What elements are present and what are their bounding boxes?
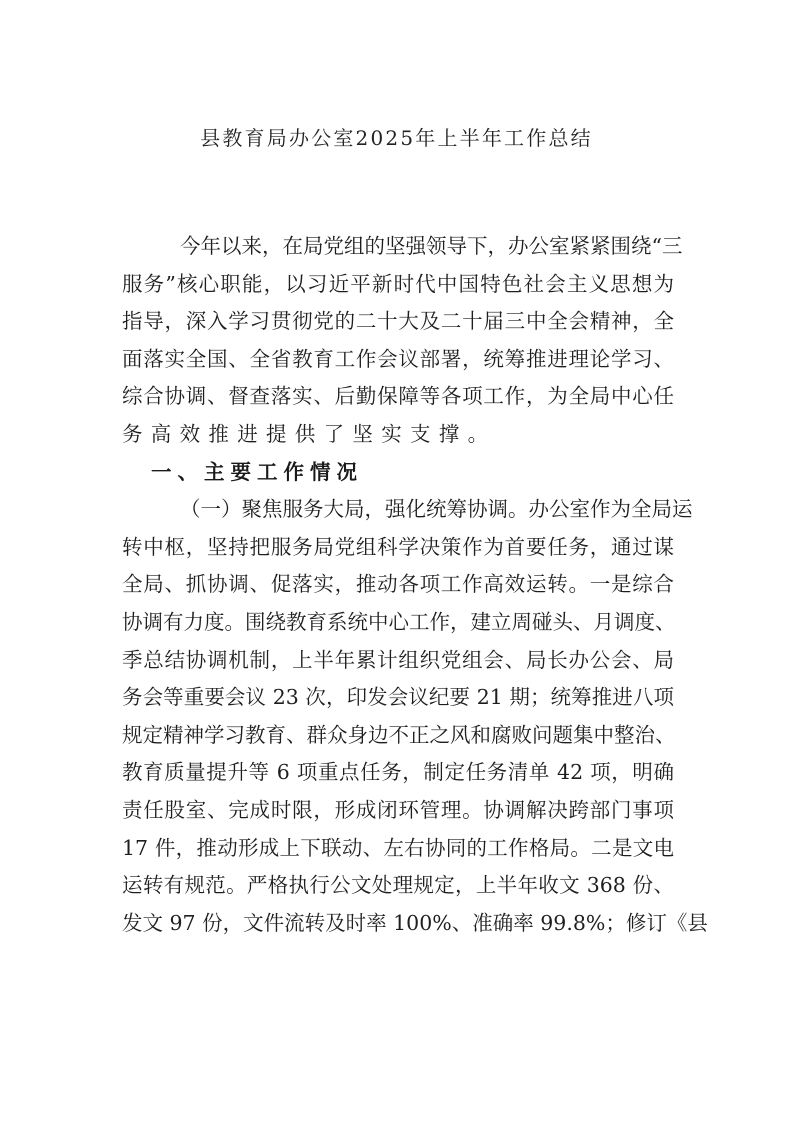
text-line: 17 件，推动形成上下联动、左右协同的工作格局。二是文电	[122, 835, 674, 860]
text-line: 今年以来，在局党组的坚强领导下，办公室紧紧围绕“三	[180, 234, 683, 258]
text-line: 教育质量提升等 6 项重点任务，制定任务清单 42 项，明确	[122, 760, 674, 785]
text-line: （一）聚焦服务大局，强化统筹协调。办公室作为全局运	[180, 497, 693, 522]
text-line: 责任股室、完成时限，形成闭环管理。协调解决跨部门事项	[122, 797, 674, 822]
text-line: 季总结协调机制，上半年累计组织党组会、局长办公会、局	[122, 647, 674, 672]
text-line: 协调有力度。围绕教育系统中心工作，建立周碰头、月调度、	[122, 609, 676, 634]
text-line: 发文 97 份，文件流转及时率 100%、准确率 99.8%；修订《县	[122, 910, 708, 935]
text-line: 规定精神学习教育、群众身边不正之风和腐败问题集中整治、	[122, 722, 676, 747]
section-heading: 一、主要工作情况	[151, 459, 363, 484]
text-line: 转中枢，坚持把服务局党组科学决策作为首要任务，通过谋	[122, 534, 674, 559]
text-line: 综合协调、督查落实、后勤保障等各项工作，为全局中心任	[122, 384, 674, 409]
intro-paragraph	[122, 228, 683, 454]
text-line: 全局、抓协调、促落实，推动各项工作高效运转。一是综合	[122, 572, 674, 597]
text-line: 务会等重要会议 23 次，印发会议纪要 21 期；统筹推进八项	[122, 685, 674, 710]
document-body	[122, 228, 708, 942]
text-line: 面落实全国、全省教育工作会议部署，统筹推进理论学习、	[122, 346, 674, 371]
text-line: 运转有规范。严格执行公文处理规定，上半年收文 368 份、	[122, 873, 674, 898]
text-line: 指导，深入学习贯彻党的二十大及二十届三中全会精神，全	[122, 309, 674, 334]
document-title: 县教育局办公室2025年上半年工作总结	[200, 126, 593, 150]
text-line: 服务”核心职能，以习近平新时代中国特色社会主义思想为	[122, 271, 674, 296]
text-line: 务高效推进提供了坚实支撑。	[122, 421, 497, 446]
section1-paragraph	[122, 491, 708, 942]
